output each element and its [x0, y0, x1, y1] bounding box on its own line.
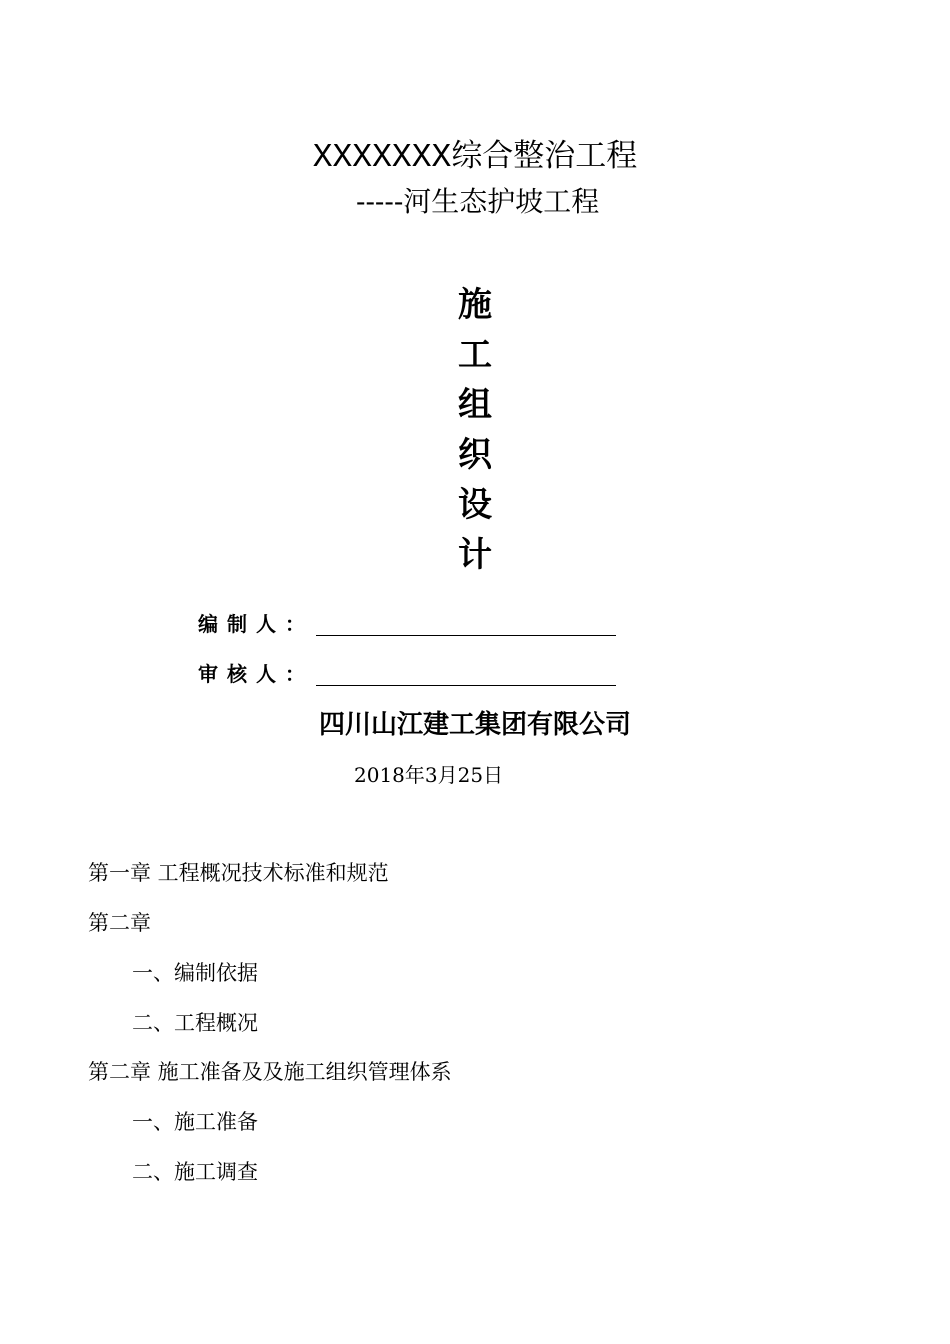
- compiler-signature-row: [198, 609, 616, 639]
- project-title-name: 综合整治工程: [451, 138, 638, 174]
- document-date: 2018年3月25日: [354, 763, 504, 787]
- toc-chapter: 第二章: [88, 911, 151, 935]
- document-type-char: 组: [458, 385, 492, 425]
- toc-section: 二、施工调查: [132, 1160, 258, 1184]
- toc-section: 一、施工准备: [132, 1110, 258, 1134]
- toc-chapter: 第一章 工程概况技术标准和规范: [88, 861, 389, 885]
- project-title-code: XXXXXXX: [312, 139, 452, 176]
- project-title: [0, 136, 950, 178]
- reviewer-signature-line: [316, 663, 616, 686]
- reviewer-label: 审核人：: [198, 662, 314, 686]
- document-type-char: 计: [458, 535, 492, 575]
- reviewer-signature-row: [198, 659, 616, 689]
- document-type-char: 工: [458, 335, 492, 375]
- document-type-char: 织: [458, 435, 492, 475]
- toc-section: 一、编制依据: [132, 961, 258, 985]
- compiler-signature-line: [316, 613, 616, 636]
- company-name: 四川山江建工集团有限公司: [318, 710, 631, 740]
- toc-chapter: 第二章 施工准备及及施工组织管理体系: [88, 1060, 452, 1084]
- project-subtitle: -----河生态护坡工程: [356, 185, 600, 218]
- toc-section: 二、工程概况: [132, 1011, 258, 1035]
- compiler-label: 编制人：: [198, 612, 314, 636]
- document-type-char: 施: [458, 285, 492, 325]
- document-type-title: [0, 280, 950, 580]
- document-type-char: 设: [458, 485, 492, 525]
